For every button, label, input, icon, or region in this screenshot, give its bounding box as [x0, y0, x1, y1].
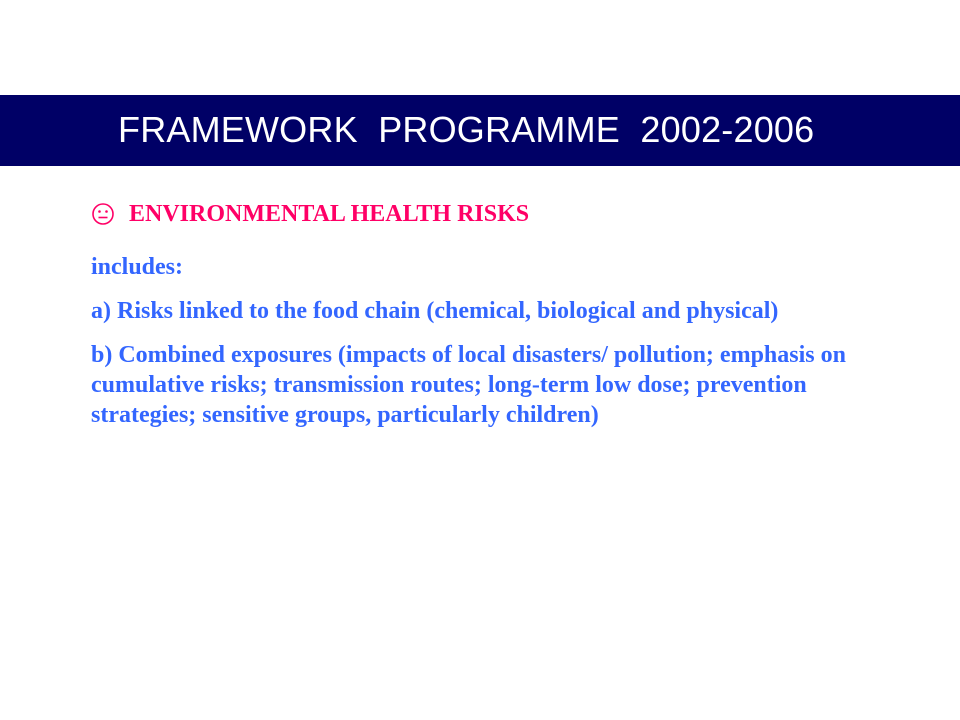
intro-text: includes:	[91, 254, 184, 280]
title-bar	[0, 95, 960, 166]
neutral-face-icon	[91, 202, 115, 226]
section-heading	[91, 192, 901, 236]
list-item-b: b) Combined exposures (impacts of local disasters/ pollution; emphasis on cumulative risks; transmission routes; long-term low dose; prevention strategies; sensitive groups, particularly children)	[91, 342, 846, 428]
section-heading-text: ENVIRONMENTAL HEALTH RISKS	[129, 201, 530, 227]
slide-body	[91, 192, 901, 430]
slide-title: FRAMEWORK PROGRAMME 2002-2006	[118, 109, 815, 150]
list-item-a: a) Risks linked to the food chain (chemical, biological and physical)	[91, 298, 779, 324]
